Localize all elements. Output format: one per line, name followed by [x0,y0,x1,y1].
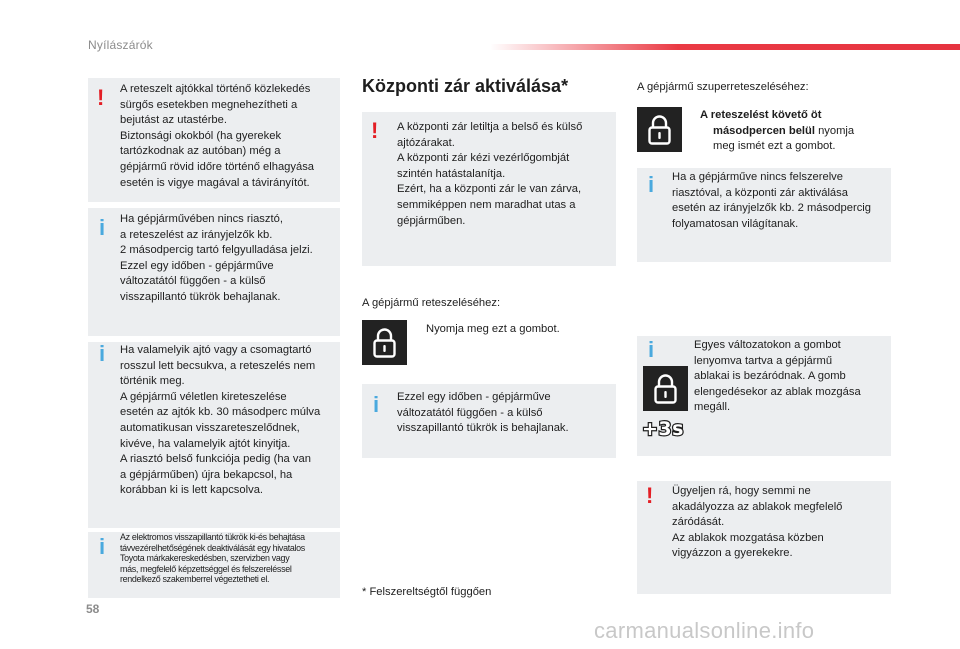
bold-text: másodpercen belül [713,125,815,137]
warning-text [672,484,890,562]
text-line: esetén is vigye magával a távirányítót. [120,176,310,189]
text-line: A gépjármű véletlen kireteszelése [120,390,287,403]
text-line: Ezzel egy időben - gépjárműve [397,391,551,403]
text-line: riasztóval, a központi zár aktiválása [672,186,848,199]
info-icon: i [648,172,655,197]
warning-box-windows [637,481,891,594]
text-line: korábban ki is lett kapcsolva. [120,484,264,497]
text-line: változatától függően - a külső [120,275,266,288]
text-line: elengedésekor az ablak mozgása [694,385,861,398]
text-line: Ha a gépjárműve nincs felszerelve [672,171,844,183]
info-text [120,533,341,586]
info-box-mirrors-fold [362,384,616,458]
text-line: ablakai is bezáródnak. A gomb [694,370,846,383]
info-text [672,170,890,232]
text-line: Ha valamelyik ajtó vagy a csomagtartó [120,344,312,356]
text-line: visszapillantó tükrök behajlanak. [120,290,281,303]
info-text [397,390,612,437]
info-icon: i [373,392,380,417]
superlock-step-text [692,108,892,154]
page-number: 58 [86,602,100,616]
text-line: folyamatosan világítanak. [672,217,799,230]
info-box-windows-close [637,336,891,456]
superlock-intro-text: A gépjármű szuperreteszeléséhez: [637,81,809,93]
warning-icon: ! [371,118,379,143]
lock-button-icon [637,107,682,152]
info-box-door-not-closed [88,342,340,528]
text-line: más, megfelelő képzettséggel és felszereléssel [120,563,292,575]
text-line: ajtózárakat. [397,136,455,149]
header-accent-line [490,44,960,50]
lock-button-icon [643,366,688,411]
text-line: esetén az ajtók kb. 30 másodperc múlva [120,406,321,419]
info-text [120,343,338,499]
text-line: Ha gépjárművében nincs riasztó, [120,213,283,225]
text-line: távvezérelhetőségének deaktiválását egy hivatalos [120,542,305,554]
lock-step-label: Nyomja meg ezt a gombot. [426,323,560,335]
text-line: 2 másodpercig tartó felgyulladása jelzi. [120,244,313,257]
footnote: * Felszereltségtől függően [362,586,492,598]
text-line: meg ismét ezt a gombot. [713,140,836,152]
text-line: tartózkodnak az autóban) még a [120,145,281,158]
info-icon: i [99,534,106,559]
section-title: Központi zár aktiválása* [362,76,569,96]
text-line: rosszul lett becsukva, a reteszelés nem [120,359,316,372]
warning-icon: ! [97,85,105,110]
warning-icon: ! [646,483,654,508]
text-line: bejutást az utastérbe. [120,114,227,127]
warning-box-central-lock [362,112,616,266]
warning-box-locked-doors [88,78,340,202]
lock-intro-text: A gépjármű reteszeléséhez: [362,297,501,309]
info-text [694,338,889,416]
info-text [120,212,338,306]
chapter-title: Nyílászárók [88,38,153,52]
padlock-icon [362,320,407,365]
text-line: záródását. [672,516,725,529]
lock-button-icon [362,320,407,365]
text-line: automatikusan visszareteszelődnek, [120,421,300,434]
text-line: Biztonsági okokból (ha gyerekek [120,129,282,142]
info-box-indicators [637,168,891,262]
text-line: kivéve, ha valamelyik ajtót kinyitja. [120,437,291,450]
text-line: Az elektromos visszapillantó tükrök ki-és behajtása [120,532,305,543]
text-line: változatától függően - a külső [397,406,543,419]
text-line: A központi zár kézi vezérlőgombját [397,152,570,165]
padlock-icon [637,107,682,152]
text-line: Az ablakok mozgatása közben [672,531,824,544]
warning-text [120,82,338,191]
text-line: semmiképpen nem maradhat utas a [397,198,576,211]
hold-3s-label: +3s [642,418,684,440]
text-line: visszapillantó tükrök is behajlanak. [397,422,569,435]
info-icon: i [99,215,106,240]
text-line: A reteszelt ajtókkal történő közlekedés [120,83,311,95]
text-line: A riasztó belső funkciója pedig (ha van [120,453,311,466]
text-line: Ügyeljen rá, hogy semmi ne [672,485,811,497]
info-box-mirror-deactivation [88,532,340,598]
text-line: gépjármű rövid időre történő elhagyása [120,160,315,173]
text-line: sürgős esetekben megnehezítheti a [120,98,298,111]
text-line: akadályozza az ablakok megfelelő [672,500,843,513]
text-line: történik meg. [120,375,185,388]
text-line: Ezzel egy időben - gépjárműve [120,259,274,272]
watermark: carmanualsonline.info [594,618,815,643]
info-icon: i [648,337,655,362]
text-line: Egyes változatokon a gombot [694,339,841,351]
text-line: rendelkező szakemberrel végeztetheti el. [120,574,270,586]
lock-step-text [418,322,560,338]
text-line: megáll. [694,401,731,414]
bold-text: A reteszelést követő öt [700,109,822,121]
text-span: nyomja [814,125,855,137]
text-line: A központi zár letiltja a belső és külső [397,121,583,133]
text-line: Ezért, ha a központi zár le van zárva, [397,183,582,196]
text-line: a gépjárműben) újra bekapcsol, ha [120,468,293,481]
text-line: lenyomva tartva a gépjármű [694,354,833,367]
text-line: a reteszelést az irányjelzők kb. [120,228,273,241]
info-icon: i [99,341,106,366]
text-line: Toyota márkakereskedésben, szervizben vagy [120,553,290,565]
text-line: gépjárműben. [397,214,466,227]
text-line: vigyázzon a gyerekekre. [672,547,793,560]
padlock-icon [643,366,688,411]
text-line: szintén hatástalanítja. [397,167,506,180]
info-box-no-alarm [88,208,340,336]
warning-text [397,120,612,229]
text-line: esetén az irányjelzők kb. 2 másodpercig [672,202,871,215]
